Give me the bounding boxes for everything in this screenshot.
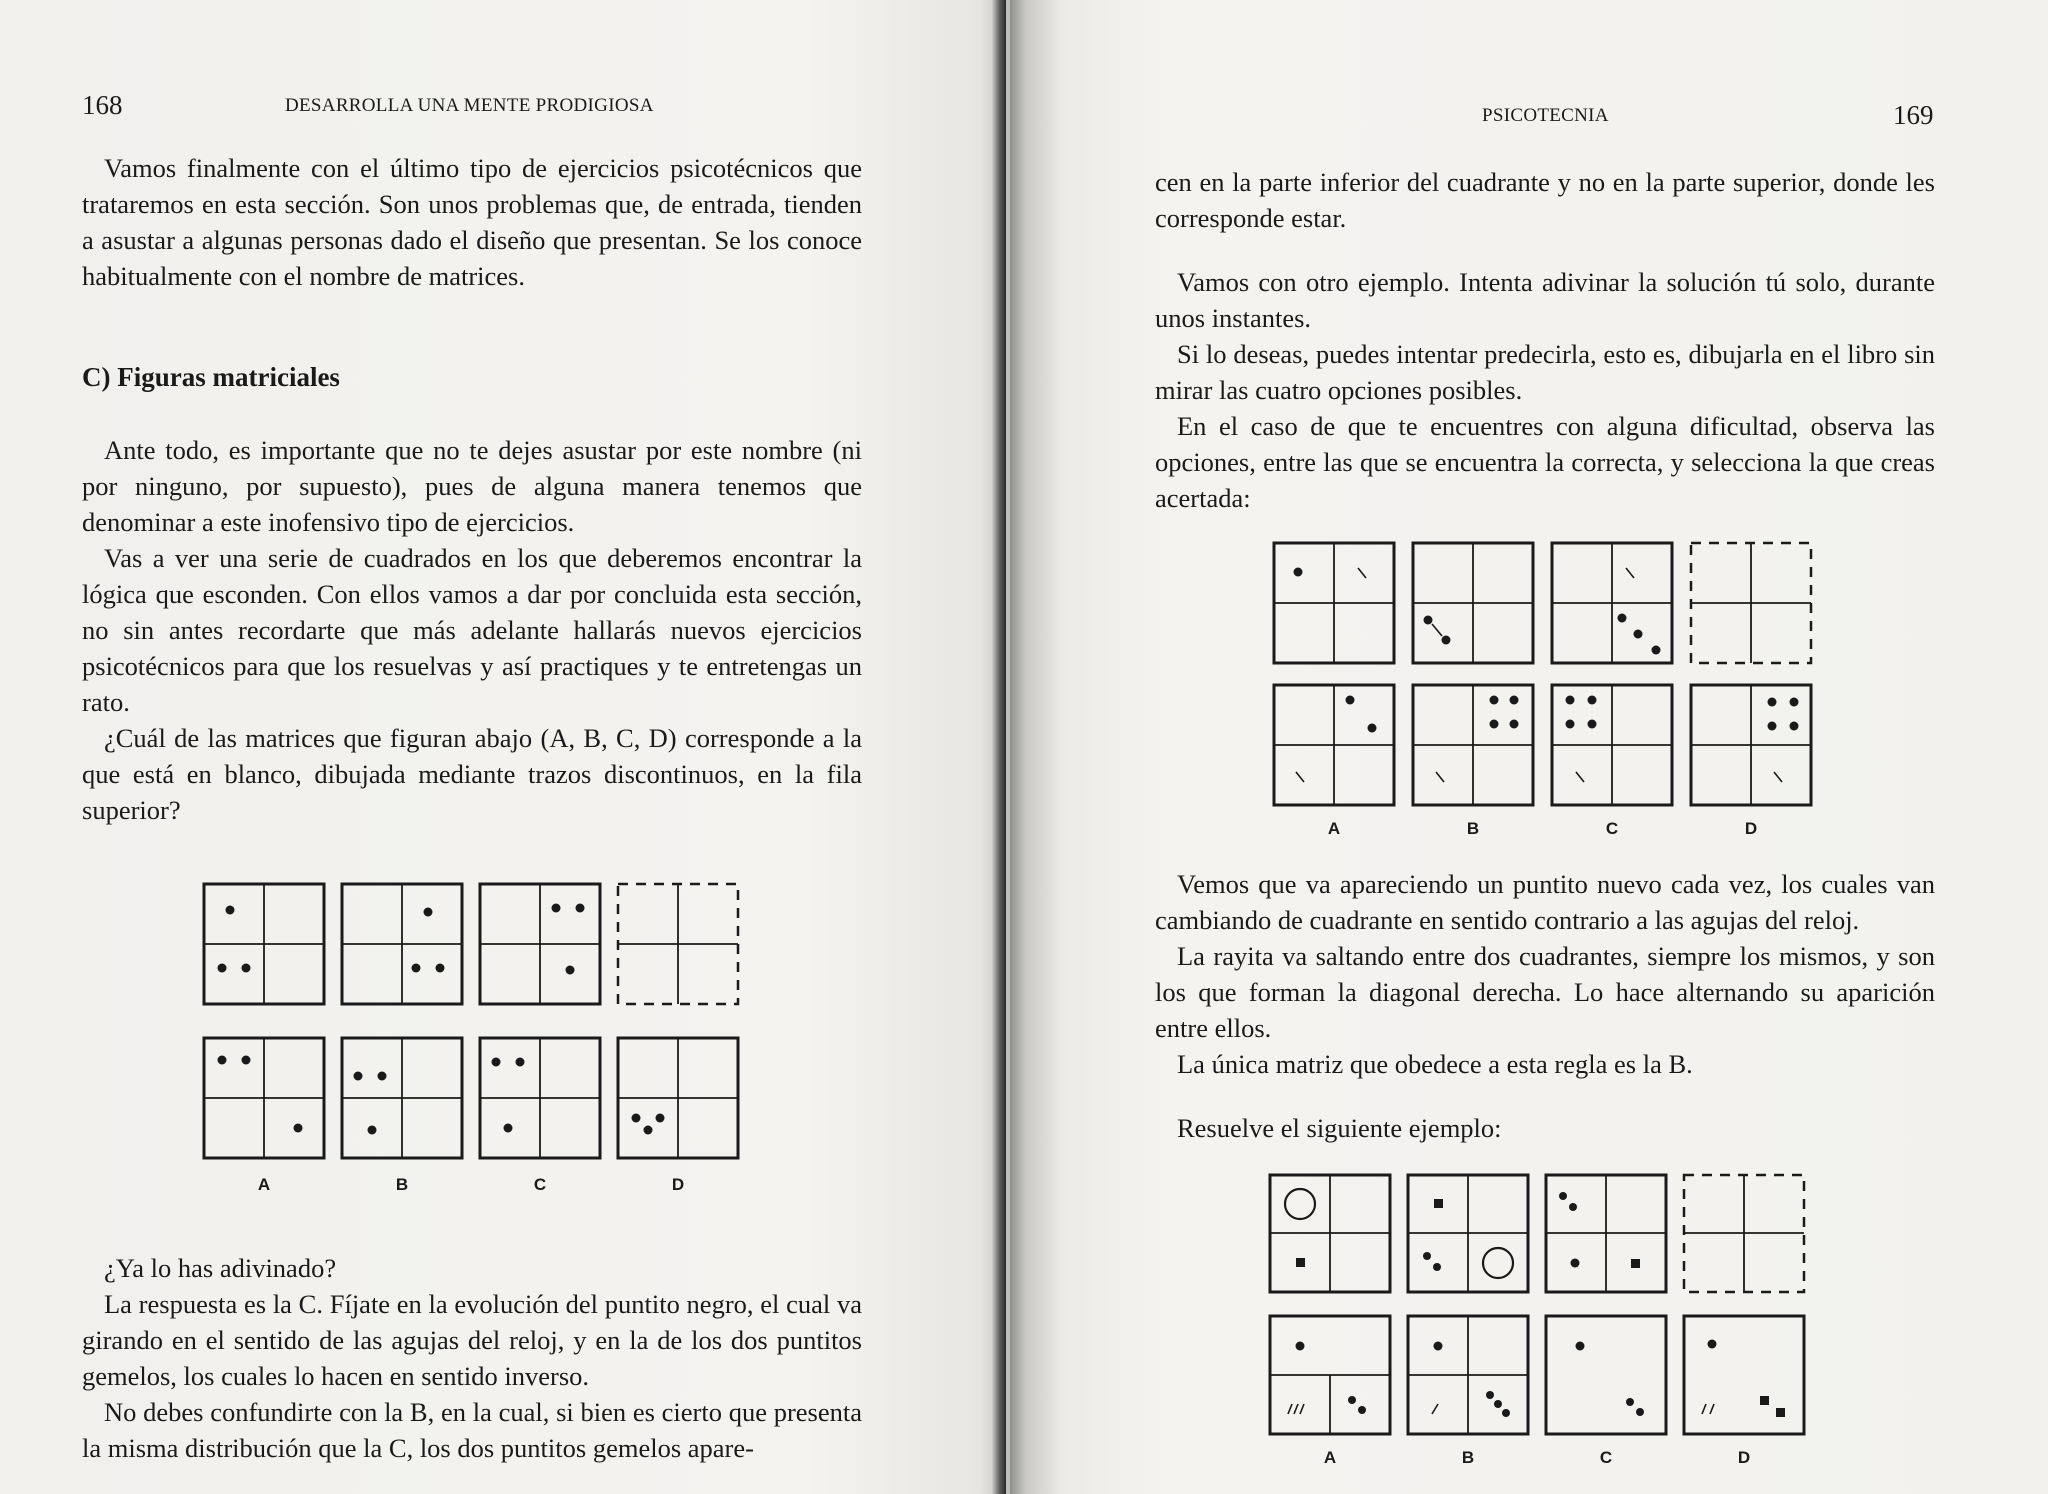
paragraph: Vemos que va apareciendo un puntito nuevo cada vez, los cuales van cambiando de cuadrante en sentido contrario a las agujas del reloj. xyxy=(1155,869,1935,935)
option-label-c: C xyxy=(1599,1448,1613,1467)
option-label-b: B xyxy=(1461,1448,1475,1467)
option-label-d: D xyxy=(1737,1448,1751,1467)
running-head-left: DESARROLLA UNA MENTE PRODIGIOSA xyxy=(285,95,654,116)
paragraph: ¿Ya lo has adivinado? xyxy=(104,1253,337,1283)
page-number-left: 168 xyxy=(82,90,123,120)
option-label-b: B xyxy=(395,1175,409,1194)
paragraph: En el caso de que te encuentres con alguna dificultad, observa las opciones, entre las que se encuentra la correcta, y selecciona la que creas acertada: xyxy=(1155,411,1935,513)
paragraph: No debes confundirte con la B, en la cual, si bien es cierto que presenta la misma distribución que la C, los dos puntitos gemelos apare- xyxy=(82,1397,862,1463)
option-label-d: D xyxy=(1744,819,1758,838)
paragraph: Resuelve el siguiente ejemplo: xyxy=(1177,1113,1502,1143)
option-label-b: B xyxy=(1466,819,1480,838)
paragraph: Si lo deseas, puedes intentar predecirla, esto es, dibujarla en el libro sin mirar las cuatro opciones posibles. xyxy=(1155,339,1935,405)
option-label-a: A xyxy=(257,1175,271,1194)
paragraph: cen en la parte inferior del cuadrante y no en la parte superior, donde les corresponde estar. xyxy=(1155,167,1935,233)
option-label-a: A xyxy=(1323,1448,1337,1467)
paragraph: La rayita va saltando entre dos cuadrantes, siempre los mismos, y son los que forman la diagonal derecha. Lo hace alternando su aparición entre ellos. xyxy=(1155,941,1935,1043)
page-number-right: 169 xyxy=(1893,100,1934,130)
paragraph: Ante todo, es importante que no te dejes asustar por este nombre (ni por ninguno, por supuesto), pues de alguna manera tenemos que denominar a este inofensivo tipo de ejercicios. xyxy=(82,435,862,537)
intro-paragraph: Vamos finalmente con el último tipo de ejercicios psicotécnicos que trataremos en esta sección. Son unos problemas que, de entrada, tienden a asustar a algunas personas dado el diseño que presentan. Se los conoce habitualmente con el nombre de matrices. xyxy=(82,153,862,291)
section-heading: C) Figuras matriciales xyxy=(82,362,340,392)
paragraph: La respuesta es la C. Fíjate en la evolución del puntito negro, el cual va girando en el sentido de las agujas del reloj, y en la de los dos puntitos gemelos, los cuales lo hacen en sentido inverso. xyxy=(82,1289,862,1391)
paragraph: La única matriz que obedece a esta regla es la B. xyxy=(1177,1049,1693,1079)
paragraph: Vamos con otro ejemplo. Intenta adivinar la solución tú solo, durante unos instantes. xyxy=(1155,267,1935,333)
running-head-right: PSICOTECNIA xyxy=(1482,105,1609,126)
paragraph: Vas a ver una serie de cuadrados en los que deberemos encontrar la lógica que esconden. Con ellos vamos a dar por concluida esta sección, no sin antes recordarte que más adelante hallarás nuevos ejercicios psicotécnicos para que los resuelvas y así practiques y te entretengas un rato. xyxy=(82,543,862,717)
paragraph: ¿Cuál de las matrices que figuran abajo (A, B, C, D) corresponde a la que está en blanco, dibujada mediante trazos discontinuos, en la fila superior? xyxy=(82,723,862,825)
option-label-c: C xyxy=(1605,819,1619,838)
option-label-a: A xyxy=(1327,819,1341,838)
option-label-d: D xyxy=(671,1175,685,1194)
option-label-c: C xyxy=(533,1175,547,1194)
